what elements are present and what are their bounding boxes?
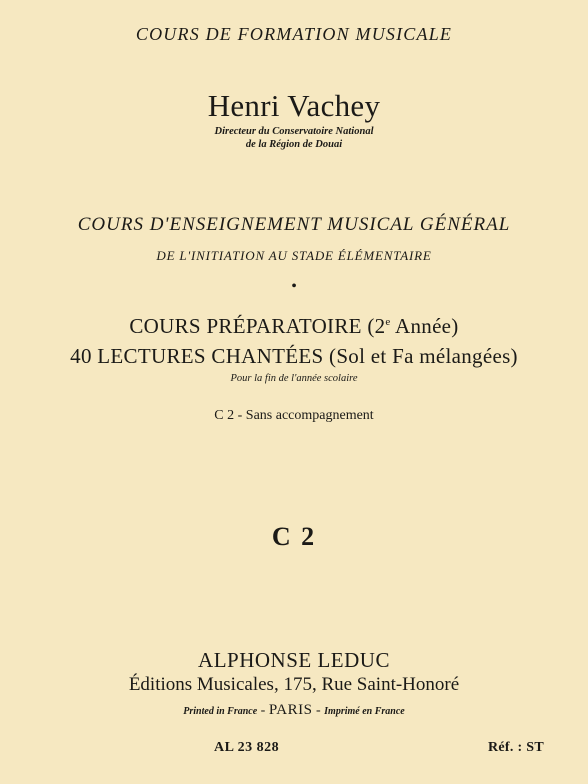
lecture-note: Pour la fin de l'année scolaire bbox=[230, 373, 358, 384]
separator: - bbox=[257, 703, 269, 718]
author-role-line: de la Région de Douai bbox=[245, 139, 343, 150]
edition-note: C 2 - Sans accompagnement bbox=[214, 408, 374, 423]
printed-in-label: Printed in France bbox=[183, 706, 258, 717]
lecture-title: 40 LECTURES CHANTÉES (Sol et Fa mélangées) bbox=[70, 344, 518, 368]
publisher-name: ALPHONSE LEDUC bbox=[198, 648, 390, 672]
publisher-address: Éditions Musicales, 175, Rue Saint-Honoré bbox=[128, 674, 460, 695]
course-subtitle: DE L'INITIATION AU STADE ÉLÉMENTAIRE bbox=[156, 248, 432, 263]
level-title-prefix: COURS PRÉPARATOIRE (2 bbox=[129, 314, 386, 338]
reference-code: Réf. : ST bbox=[488, 740, 544, 755]
course-title: COURS D'ENSEIGNEMENT MUSICAL GÉNÉRAL bbox=[77, 214, 511, 235]
volume-code: C 2 bbox=[271, 522, 317, 551]
catalog-number: AL 23 828 bbox=[214, 740, 280, 755]
level-title-suffix: Année) bbox=[390, 314, 459, 338]
city-name: PARIS bbox=[268, 702, 313, 718]
bullet-separator: • bbox=[291, 278, 297, 295]
level-title bbox=[0, 314, 588, 339]
author-role bbox=[0, 125, 588, 151]
author-role-line: Directeur du Conservatoire National bbox=[214, 126, 374, 137]
series-title: COURS DE FORMATION MUSICALE bbox=[135, 24, 453, 44]
level-title-superscript: e bbox=[385, 316, 391, 328]
separator: - bbox=[312, 703, 325, 718]
author-name: Henri Vachey bbox=[207, 88, 381, 123]
print-line bbox=[0, 702, 588, 719]
imprime-label: Imprimé en France bbox=[324, 706, 405, 717]
